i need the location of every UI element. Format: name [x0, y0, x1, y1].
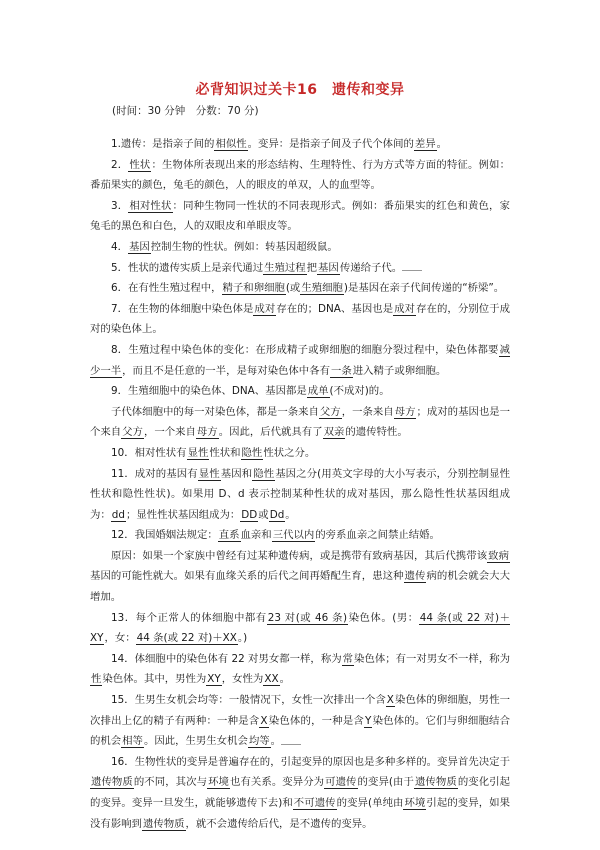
answer-blank: 隐性 — [241, 446, 263, 459]
question-text: 。因此，后代就具有了 — [218, 426, 323, 439]
item-14 — [90, 649, 510, 690]
question-text: 存在的，分别位于成对的染色体上。 — [90, 302, 511, 336]
item-1 — [90, 134, 510, 155]
answer-blank: 成对 — [254, 302, 276, 315]
question-text: 染色体的卵细胞，男性一次排出上亿的精子有两种：一种是含 — [90, 694, 510, 727]
question-text: 染色体；有一对男女不一样，称为 — [354, 652, 511, 665]
question-text: ：同种生物同一性状的不同表现形式。例如：番茄果实的红色和黄色，家兔毛的黑色和白色，人的双眼皮和单眼皮等。 — [90, 199, 510, 233]
item-9 — [90, 381, 510, 402]
answer-blank: 遗传物质 — [91, 776, 133, 789]
question-text: 把 — [306, 261, 318, 274]
question-text: ，一个来自 — [143, 426, 196, 439]
item-6 — [90, 278, 510, 299]
item-13 — [90, 608, 510, 649]
answer-blank: 44 条(或 22 对)＋XY — [90, 611, 510, 645]
question-text: 染色体。(男： — [348, 611, 419, 624]
question-text: 。变异：是指亲子间及子代个体间的 — [247, 138, 414, 150]
question-text: 13．每个正常人的体细胞中都有 — [111, 611, 267, 624]
question-text: 性状和 — [209, 446, 241, 459]
answer-blank: dd — [111, 508, 125, 521]
question-text: 存在的；DNA、基因也是 — [276, 302, 394, 315]
question-text: 性状之分。 — [263, 446, 316, 459]
question-text: ：生物体所表现出来的形态结构、生理特性、行为方式等方面的特征。例如：番茄果实的颜色，兔毛的颜色，人的眼皮的单双，人的血型等。 — [90, 158, 510, 192]
answer-blank: Dd — [269, 508, 285, 521]
question-text: ，一条来自 — [341, 405, 394, 418]
question-text: 2． — [111, 158, 129, 171]
question-text: ；显性性状基因组成为： — [125, 508, 241, 521]
answer-blank: 生殖过程 — [264, 261, 306, 274]
answer-blank: 相似性 — [215, 138, 247, 150]
answer-blank: 父方 — [122, 426, 143, 439]
question-text: 的旁系血亲之间禁止结婚。 — [315, 529, 440, 542]
question-text: 的变化引起的变异。变异一旦发生，就能够遗传下去)和 — [90, 776, 511, 809]
question-text: )是基因在亲子代间传递的“桥梁”。 — [343, 282, 505, 295]
question-text: 。因此，生男生女机会 — [143, 735, 248, 748]
item-7 — [90, 299, 510, 340]
question-text: 也有关系。变异分为 — [230, 776, 325, 789]
answer-blank: 相对性状 — [129, 199, 172, 212]
answer-blank: 致病 — [488, 549, 510, 562]
answer-blank: 直系 — [218, 529, 240, 542]
time-score-info: (时间：30 分钟 分数：70 分) — [112, 105, 259, 117]
answer-blank: 均等 — [248, 735, 270, 748]
answer-blank: 生殖细胞 — [301, 282, 343, 295]
question-text: 血亲和 — [240, 529, 272, 542]
question-text: 。 — [436, 138, 448, 150]
answer-blank: 显性 — [198, 467, 220, 480]
question-text: 的不同，其次与 — [133, 776, 208, 789]
answer-blank: 23 对(或 46 条) — [267, 611, 348, 624]
answer-blank: 常 — [342, 652, 354, 665]
question-text: 8．生殖过程中染色体的变化：在形成精子或卵细胞的细胞分裂过程中，染色体都要 — [111, 343, 499, 356]
answer-blank: 环境 — [208, 776, 229, 789]
question-text: 的遗传特性。 — [345, 426, 408, 439]
answer-blank: 不可遗传 — [293, 797, 336, 809]
answer-blank: 遗传物质 — [414, 776, 457, 789]
question-text: 6．在有性生殖过程中， — [111, 282, 222, 295]
question-text: 病的机会就会大大增加。 — [90, 570, 511, 604]
question-text: 。) — [237, 632, 248, 645]
answer-blank: XY — [207, 673, 221, 686]
question-text: 引起的变异，如果没有影响到 — [90, 797, 510, 830]
answer-blank: 环境 — [404, 797, 426, 809]
question-text: 基因之分(用英文字母的大小写表示，分别控制显性性状和隐性性状)。如果用 D、d 表示控制某种性状的成对基因，那么隐性性状基因组成为： — [90, 467, 510, 521]
answer-blank: 相等 — [122, 735, 143, 748]
question-text: 染色体的，一种是含 — [268, 714, 365, 727]
item-11 — [90, 464, 510, 526]
answer-blank: 成单 — [307, 385, 329, 398]
question-text: 的变异(单纯由 — [336, 797, 404, 809]
answer-blank: 精子和卵细胞 — [222, 282, 285, 295]
answer-blank: 母方 — [196, 426, 218, 439]
question-text: 原因：如果一个家族中曾经有过某种遗传病，或是携带有致病基因，其后代携带该 — [111, 549, 488, 562]
answer-blank: 性状 — [129, 158, 151, 171]
question-text: 的变异(由于 — [357, 776, 414, 789]
question-text: 进入精子或卵细胞。 — [352, 364, 447, 377]
question-text: 1.遗传：是指亲子间的 — [111, 138, 215, 150]
item-3 — [90, 196, 510, 237]
answer-blank: 可遗传 — [325, 776, 357, 789]
question-text: 控制生物的性状。例如：转基因超级鼠。 — [150, 240, 338, 253]
answer-blank: 父方 — [319, 405, 341, 418]
answer-blank: 差异 — [414, 138, 436, 150]
question-text: 。 — [285, 508, 296, 521]
item-10 — [90, 443, 510, 464]
question-text: 9．生殖细胞中的染色体、DNA、基因都是 — [111, 385, 307, 398]
question-text: 5．性状的遗传实质上是亲代通过 — [111, 261, 264, 274]
question-text: 。 — [270, 735, 282, 748]
answer-blank: 显性 — [187, 446, 209, 459]
trailing-mark — [281, 738, 301, 745]
question-text: 或 — [258, 508, 269, 521]
item-15 — [90, 690, 510, 752]
question-text: 子代体细胞中的每一对染色体，都是一条来自 — [111, 405, 319, 418]
item-12-reason — [90, 546, 510, 608]
answer-blank: X — [386, 694, 394, 707]
answer-blank: 一条 — [330, 364, 352, 377]
question-text: 4． — [111, 240, 129, 253]
answer-blank: 母方 — [394, 405, 416, 418]
question-text: 11．成对的基因有 — [111, 467, 198, 480]
document-body — [90, 134, 510, 834]
question-text: 7．在生物的体细胞中染色体是 — [111, 302, 254, 315]
answer-blank: 成对 — [394, 302, 416, 315]
question-text: 10．相对性状有 — [111, 446, 187, 459]
answer-blank: DD — [241, 508, 258, 521]
answer-blank: X — [260, 714, 268, 727]
question-text: (不成对)的。 — [329, 385, 390, 398]
question-text: 传递给子代。 — [339, 261, 403, 274]
question-text: ；成对的基因也是一个来自 — [90, 405, 511, 439]
question-text: 染色体的。它们与卵细胞结合的机会 — [90, 714, 511, 748]
question-text: 3． — [111, 199, 129, 212]
answer-blank: XX — [264, 673, 279, 686]
answer-blank: 遗传 — [404, 570, 426, 583]
item-9-continued — [90, 402, 510, 443]
question-text: 12．我国婚姻法规定： — [111, 529, 218, 542]
question-text: 16．生物性状的变异是普遍存在的，引起变异的原因也是多种多样的。变异首先决定于 — [111, 755, 510, 768]
item-12 — [90, 525, 510, 546]
question-text: ，女： — [104, 632, 136, 645]
item-16 — [90, 752, 510, 834]
answer-blank: 遗传物质 — [142, 817, 185, 830]
trailing-mark — [402, 264, 422, 271]
answer-blank: 双亲 — [323, 426, 345, 439]
question-text: (或 — [285, 282, 301, 295]
question-text: 14．体细胞中的染色体有 22 对男女都一样，称为 — [111, 652, 342, 665]
question-text: 15．生男生女机会均等：一般情况下，女性一次排出一个含 — [111, 694, 386, 707]
item-8 — [90, 340, 510, 381]
answer-blank: 性 — [91, 673, 102, 686]
answer-blank: 基因 — [129, 240, 150, 253]
question-text: ，而且不是任意的一半，是每对染色体中各有 — [122, 364, 330, 377]
answer-blank: 隐性 — [253, 467, 275, 480]
answer-blank: 基因 — [318, 261, 339, 274]
question-text: 。 — [279, 673, 290, 686]
question-text: 基因的可能性就大。如果有血缘关系的后代之间再婚配生育，患这种 — [90, 570, 404, 583]
item-4 — [90, 237, 510, 258]
question-text: ，就不会遗传给后代，是不遗传的变异。 — [185, 817, 373, 830]
answer-blank: Y — [365, 714, 372, 727]
question-text: 基因和 — [220, 467, 253, 480]
item-2 — [90, 155, 510, 196]
page-title: 必背知识过关卡16 遗传和变异 — [195, 82, 405, 98]
item-5 — [90, 258, 510, 279]
answer-blank: 三代以内 — [272, 529, 315, 542]
question-text: ，女性为 — [221, 673, 264, 686]
question-text: 染色体。其中，男性为 — [102, 673, 207, 686]
answer-blank: 44 条(或 22 对)＋XX — [136, 632, 237, 645]
answer-blank: 减少一半 — [90, 343, 510, 377]
